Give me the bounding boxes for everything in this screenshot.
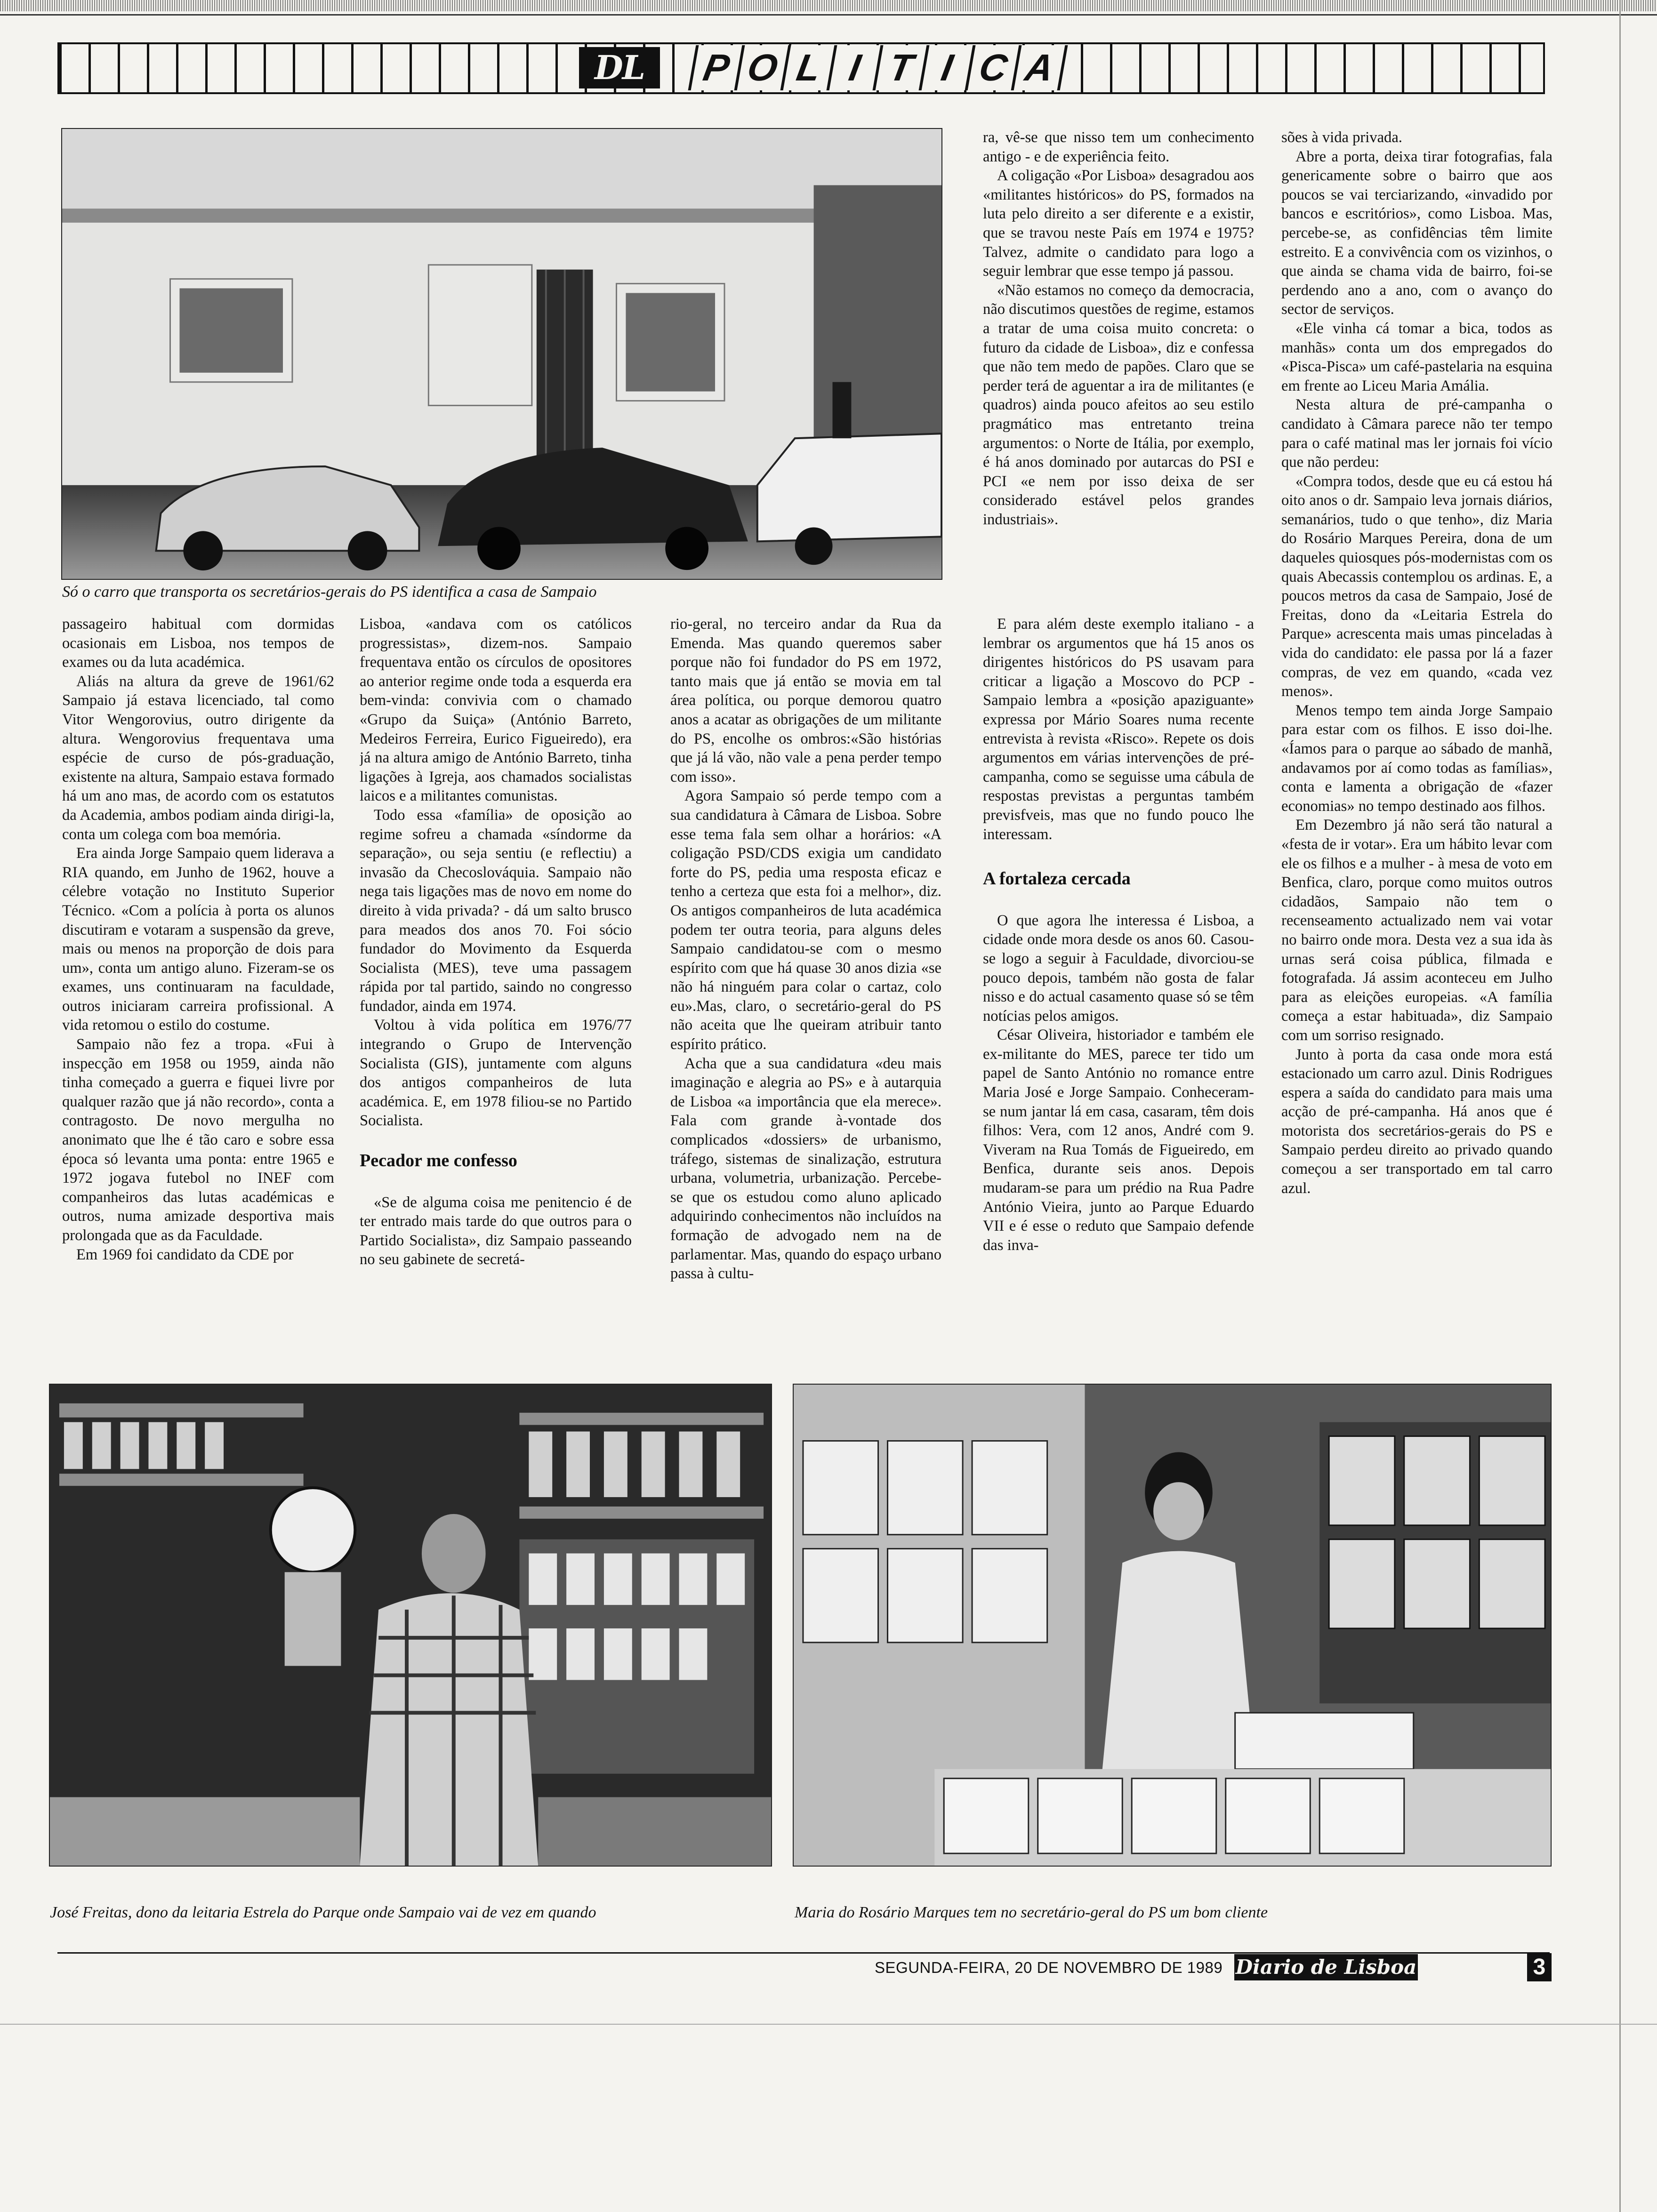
paragraph: E para além deste exemplo italiano - a lembrar os argumentos que há 15 anos os dirigentes históricos do PS usavam para criticar a ligação a Moscovo do PCP - Sampaio lembra a «posição apaziguante» expressa por Mário Soares numa recente entrevista à revista «Risco». Repete os dois argumentos em várias intervenções de pré-campanha, como se seguisse uma cábula de respostas previstas a perguntas também previsfveis, mas que no fundo pouco lhe interessam. [983,616,1254,843]
photo-caption: Só o carro que transporta os secretários-gerais do PS identifica a casa de Sampaio [62,583,597,601]
article-column [670,615,941,1377]
page-number: 3 [1527,1953,1552,1981]
photo-caption: Maria do Rosário Marques tem no secretário-geral do PS um bom cliente [795,1904,1268,1921]
photo-jose-freitas [49,1384,772,1867]
section-letter: P [688,45,742,90]
subheading: A fortaleza cercada [983,869,1131,889]
paragraph: ra, vê-se que nisso tem um conhecimento antigo - e de experiência feito. [983,129,1254,165]
section-letter: I [827,45,881,90]
paragraph: A coligação «Por Lisboa» desagradou aos «militantes históricos» do PS, formados na luta pelo direito a ser diferente e a existir, que se travou neste País em 1974 e 1975? Talvez, admite o candidato para logo a seguir lembrar que esse tempo já passou. [983,167,1254,280]
subheading: Pecador me confesso [360,1151,517,1171]
paragraph: Nesta altura de pré-campanha o candidato à Câmara parece não ter tempo para o café matinal mas ler jornais foi vício que não perdeu: [1281,396,1552,471]
paragraph: Lisboa, «andava com os católicos progressistas», dizem-nos. Sampaio frequentava então os círculos de opositores ao anterior regime onde toda a esquerda era bem-vinda: convivia com o chamado «Grupo da Suiça» (António Barreto, Medeiros Ferreira, Eurico Figueiredo), era já na altura amigo de António Barreto, tinha ligações à Igreja, aos chamados socialistas laicos e a militantes comunistas. [360,616,632,805]
section-letter: A [1011,45,1068,90]
paragraph: Voltou à vida política em 1976/77 integrando o Grupo de Intervenção Socialista (GIS), juntamente com alguns dos antigos companheiros de luta académica. E, em 1978 filiou-se no Partido Socialista. [360,1017,632,1130]
paragraph: Menos tempo tem ainda Jorge Sampaio para estar com os filhos. E isso doi-lhe. «Íamos para o parque ao sábado de manhã, andavamos por aí como todas as famílias», conta e lamenta a obrigação de «fazer economias» no tempo destinado aos filhos. [1281,702,1552,815]
paragraph: O que agora lhe interessa é Lisboa, a cidade onde mora desde os anos 60. Casou-se logo a seguir à Faculdade, divorciou-se pouco depois, também não gosta de falar nisso e do actual casamento quase só se têm notícias pelos amigos. [983,912,1254,1025]
paragraph: Agora Sampaio só perde tempo com a sua candidatura à Câmara de Lisboa. Sobre esse tema fala sem olhar a horários: «A coligação PSD/CDS exigia um candidato forte do PS, pedia uma resposta eficaz e tenho a certeza que esta foi a melhor», diz. Os antigos companheiros de luta académica podem ter outra teoria, para alguns deles Sampaio candidatou-se com o mesmo espírito com que há quase 30 anos dizia «se não há ninguém para colar o cartaz, colo eu».Mas, claro, o secretário-geral do PS não aceita que lhe queiram atribuir tanto espírito prático. [670,787,941,1053]
footer-paper-name: Diario de Lisboa [1234,1954,1418,1980]
paragraph: rio-geral, no terceiro andar da Rua da Emenda. Mas quando queremos saber porque não foi fundador do PS em 1972, tanto mais que já então se movia em tal área política, ou porque demorou quatro anos a acatar as obrigações de um militante do PS, encolhe os ombros:«São histórias que já lá vão, não vale a pena perder tempo com isso». [670,616,941,785]
paragraph: sões à vida privada. [1281,129,1402,146]
paragraph: Em 1969 foi candidato da CDE por [76,1246,294,1263]
paragraph: Era ainda Jorge Sampaio quem liderava a RIA quando, em Junho de 1962, houve a célebre votação no Instituto Superior Técnico. «Com a polícia à porta os alunos discutiram e votaram a suspensão da greve, mais ou menos na proporção de dois para um», conta um antigo aluno. Fizeram-se os exames, uns continuaram na faculdade, outros iniciaram carreira profissional. A vida retomou o estilo do costume. [62,845,334,1034]
article-column [1281,128,1552,1407]
section-letter: L [780,45,835,90]
article-column [360,615,632,1377]
paragraph: Abre a porta, deixa tirar fotografias, fala genericamente sobre o bairro que aos poucos se vai terciarizando, «invadido por bancos e escritórios», como Lisboa. Mas, percebe-se, as confidências têm limite estreito. E a convivência com os vizinhos, o que ainda se chama vida de bairro, foi-se perdendo ano a ano, com o avanço do sector de serviços. [1281,148,1552,318]
scan-bottom-line [0,2024,1657,2025]
top-edge-rule [0,14,1657,16]
section-letter: I [919,45,973,90]
photo-maria-rosario [793,1384,1552,1867]
paragraph: Em Dezembro já não será tão natural a «festa de ir votar». Era um hábito levar com ele os filhos e a mulher - à mesa de voto em Benfica, claro, porque como muitos outros cidadãos, Sampaio não tem o recenseamento actualizado nem vai votar no bairro onde mora. Desta vez a sua ida às urnas será coisa pública, filmada e fotografada. Já assim aconteceu em Julho para as eleições europeias. «A família começa a estar habituada», diz Sampaio com um sorriso resignado. [1281,817,1552,1044]
footer-rule [57,1952,1550,1954]
top-edge-pattern [0,0,1657,11]
section-title [692,45,1064,90]
newspaper-logo: DL [579,47,660,88]
paragraph: passageiro habitual com dormidas ocasionais em Lisboa, nos tempos de exames ou da luta académica. [62,616,334,671]
paragraph: «Compra todos, desde que eu cá estou há oito anos o dr. Sampaio leva jornais diários, semanários, tudo o que tenho», diz Maria do Rosário Marques Pereira, dona de um daqueles quiosques pós-modernistas com os quais Abecassis contemplou os ardinas. E, a poucos metros da casa de Sampaio, José de Freitas, dono da «Leitaria Estrela do Parque» acrescenta mais umas pinceladas à vida do candidato: ele passa por lá a fazer compras, de vez em quando, «cada vez menos». [1281,473,1552,700]
article-column [983,615,1254,1377]
article-column [983,128,1254,637]
paragraph: Sampaio não fez a tropa. «Fui à inspecção em 1958 ou 1959, ainda não tinha começado a guerra e fiquei livre por qualquer razão que já não recordo», conta a contragosto. De novo mergulha no anonimato que lhe é tão caro e sobre essa época só levanta uma ponta: entre 1965 e 1972 jogava futebol no INEF com companheiros das lutas académicas e outros, numa amizade desportiva mais prolongada que as da Faculdade. [62,1036,334,1244]
photo-sampaio-house [61,128,942,580]
paragraph: César Oliveira, historiador e também ele ex-militante do MES, parece ter tido um papel de Santo António no romance entre Maria José e Jorge Sampaio. Conheceram-se num jantar lá em casa, casaram, têm dois filhos: Vera, com 12 anos, André com 9. Viveram na Rua Tomás de Figueiredo, em Benfica, durante seis anos. Depois mudaram-se para um prédio na Rua Padre António Vieira, junto ao Parque Eduardo VII e é esse o reduto que Sampaio defende das inva- [983,1026,1254,1254]
paragraph: Todo essa «família» de oposição ao regime sofreu a chamada «síndorme da separação», ou seja sentiu (e reflectiu) a invasão da Checoslováquia. Sampaio não nega tais ligações mas de novo em nome do direito à vida privada? - dá um salto brusco para meados dos anos 70. Foi sócio fundador do Movimento da Esquerda Socialista (MES), teve uma passagem rápida por tal partido, saindo no congresso fundador, ainda em 1974. [360,806,632,1015]
photo-caption: José Freitas, dono da leitaria Estrela do Parque onde Sampaio vai de vez em quando [50,1904,596,1921]
paragraph: «Não estamos no começo da democracia, não discutimos questões de regime, estamos a tratar de uma coisa muito concreta: o futuro da cidade de Lisboa», diz e confessa que não tem medo de papões. Claro que se perder terá de aguentar a ira de militantes (e quadros) ainda pouco afeitos ao seu estilo pragmático mas entretanto treina argumentos: o Norte de Itália, por exemplo, é há anos dominado por autarcas do PSI e PCI «e nem por isso deixa de ser considerado estável pelos grandes industriais». [983,281,1254,528]
article-column [62,615,334,1377]
paragraph: Aliás na altura da greve de 1961/62 Sampaio já estava licenciado, tal como Vitor Wengorovius, outro dirigente da altura. Wengorovius frequentava uma espécie de curso de pós-graduação, existente na altura, Sampaio estava formado há um ano mas, de acordo com os estatutos da Academia, ambos podiam ainda dirigi-la, conta um colega com boa memória. [62,673,334,843]
section-letter: O [734,45,788,90]
paragraph: Junto à porta da casa onde mora está estacionado um carro azul. Dinis Rodrigues espera a saída do candidato para mais uma acção de pré-campanha. Há anos que é motorista dos secretários-gerais do PS e Sampaio perdeu direito ao privado quando começou a ser transportado em tal carro azul. [1281,1046,1552,1197]
paragraph: Acha que a sua candidatura «deu mais imaginação e alegria ao PS» e à autarquia de Lisboa «a importância que ela merece». Fala com grande à-vontade dos complicados «dossiers» de urbanismo, tráfego, sistemas de sinalização, estrutura urbana, volumetria, urbanização. Percebe-se que os estudou como aluno aplicado adquirindo conhecimentos não incluídos na formação de advogado nem na de parlamentar. Mas, quando do espaço urbano passa à cultu- [670,1055,941,1282]
page-edge-line [1619,0,1621,2212]
section-letter: T [873,45,927,90]
paragraph: «Se de alguma coisa me penitencio é de ter entrado mais tarde do que outros para o Partido Socialista», diz Sampaio passeando no seu gabinete de secretá- [360,1194,632,1268]
paragraph: «Ele vinha cá tomar a bica, todos as manhãs» conta um dos empregados do «Pisca-Pisca» um café-pastelaria na esquina em frente ao Liceu Maria Amália. [1281,320,1552,394]
section-letter: C [965,45,1019,90]
footer-date: SEGUNDA-FEIRA, 20 DE NOVEMBRO DE 1989 [875,1959,1223,1976]
